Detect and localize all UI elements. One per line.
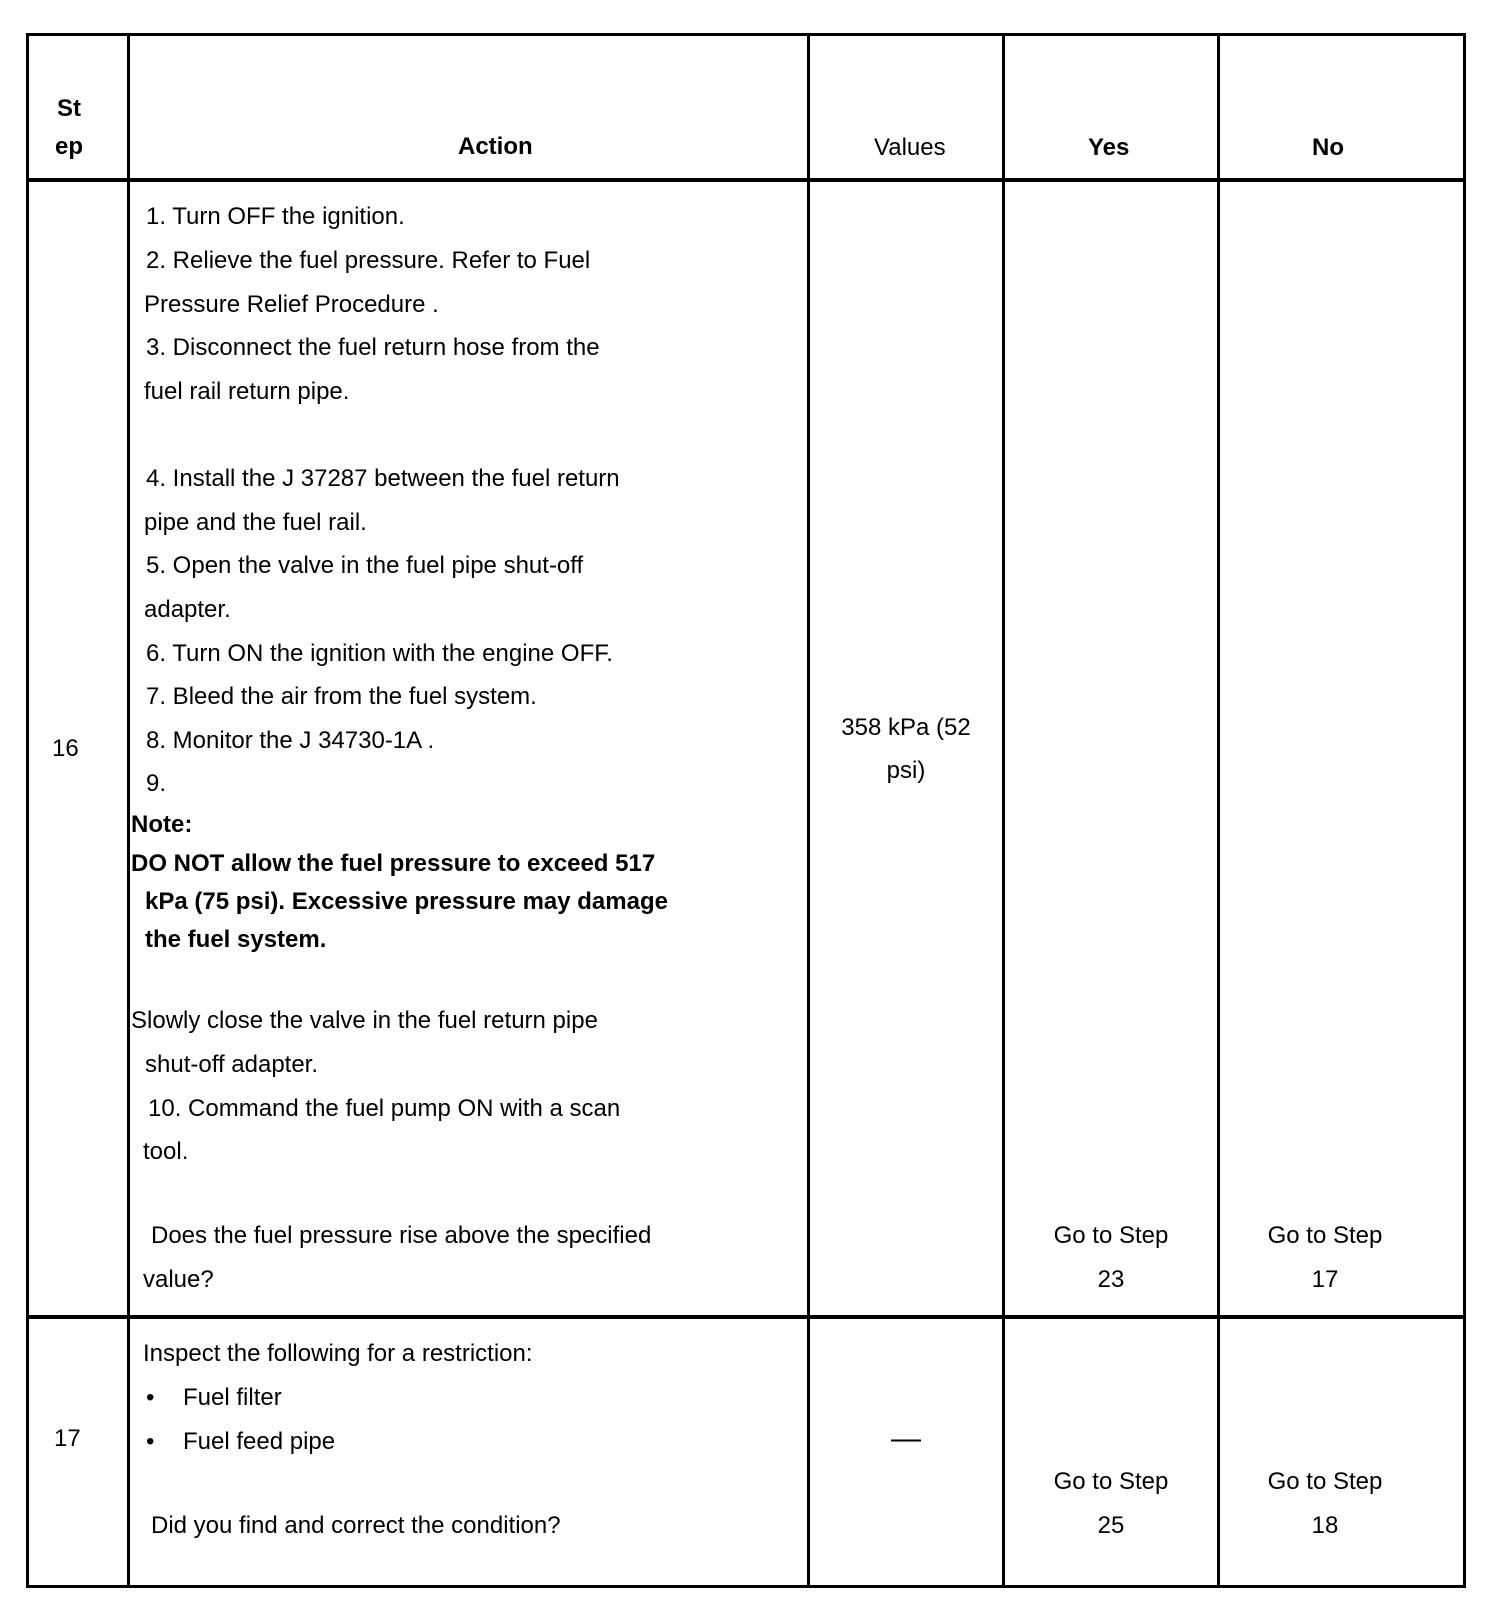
note-line: the fuel system. — [145, 926, 327, 953]
action-line: Pressure Relief Procedure . — [144, 291, 439, 318]
yes-goto: Go to Step — [1053, 1468, 1169, 1495]
column-divider — [1217, 36, 1220, 1585]
question-line: Did you find and correct the condition? — [151, 1512, 561, 1539]
no-goto-step: 18 — [1311, 1512, 1339, 1539]
question-line: Does the fuel pressure rise above the specified — [151, 1222, 652, 1249]
yes-goto-step: 23 — [1097, 1266, 1125, 1293]
value-line: psi) — [886, 757, 926, 784]
no-goto-step: 17 — [1311, 1266, 1339, 1293]
header-step: St — [57, 95, 81, 122]
action-line: Inspect the following for a restriction: — [143, 1340, 533, 1367]
yes-goto-step: 25 — [1097, 1512, 1125, 1539]
action-line: 3. Disconnect the fuel return hose from the — [146, 334, 600, 361]
action-line: 6. Turn ON the ignition with the engine OFF. — [146, 640, 613, 667]
note-line: DO NOT allow the fuel pressure to exceed 517 — [131, 850, 656, 877]
header-values: Values — [874, 134, 946, 161]
value-dash: — — [891, 1422, 921, 1455]
action-line: 2. Relieve the fuel pressure. Refer to Fuel — [146, 247, 591, 274]
column-divider — [127, 36, 130, 1585]
action-line: 8. Monitor the J 34730-1A . — [146, 727, 435, 754]
note-label: Note: — [131, 811, 193, 838]
no-goto: Go to Step — [1267, 1222, 1383, 1249]
step-number: 16 — [52, 735, 79, 762]
action-line: 9. — [146, 770, 167, 797]
action-line: pipe and the fuel rail. — [144, 509, 367, 536]
header-yes: Yes — [1088, 134, 1130, 161]
header-step: ep — [55, 133, 84, 160]
bullet-item: Fuel feed pipe — [183, 1428, 336, 1455]
column-divider — [807, 36, 810, 1585]
action-line: 7. Bleed the air from the fuel system. — [146, 683, 537, 710]
action-line: fuel rail return pipe. — [144, 378, 350, 405]
action-line: 5. Open the valve in the fuel pipe shut-off — [146, 552, 584, 579]
action-line: 4. Install the J 37287 between the fuel return — [146, 465, 620, 492]
action-line: Slowly close the valve in the fuel return pipe — [131, 1007, 598, 1034]
question-line: value? — [143, 1266, 214, 1293]
step-number: 17 — [54, 1425, 81, 1452]
action-line: tool. — [143, 1138, 189, 1165]
bullet-item: Fuel filter — [183, 1384, 282, 1411]
action-line: adapter. — [144, 596, 231, 623]
action-line: 1. Turn OFF the ignition. — [146, 203, 405, 230]
value-line: 358 kPa (52 — [841, 714, 971, 741]
bullet-icon: • — [146, 1384, 155, 1411]
diagnostic-table — [26, 33, 1466, 1588]
header-divider — [29, 178, 1463, 182]
row-divider — [29, 1315, 1463, 1319]
note-line: kPa (75 psi). Excessive pressure may damage — [145, 888, 668, 915]
column-divider — [1002, 36, 1005, 1585]
no-goto: Go to Step — [1267, 1468, 1383, 1495]
action-line: shut-off adapter. — [145, 1051, 319, 1078]
yes-goto: Go to Step — [1053, 1222, 1169, 1249]
header-action: Action — [458, 133, 533, 160]
action-line: 10. Command the fuel pump ON with a scan — [148, 1095, 621, 1122]
header-no: No — [1312, 134, 1344, 161]
bullet-icon: • — [146, 1428, 155, 1455]
